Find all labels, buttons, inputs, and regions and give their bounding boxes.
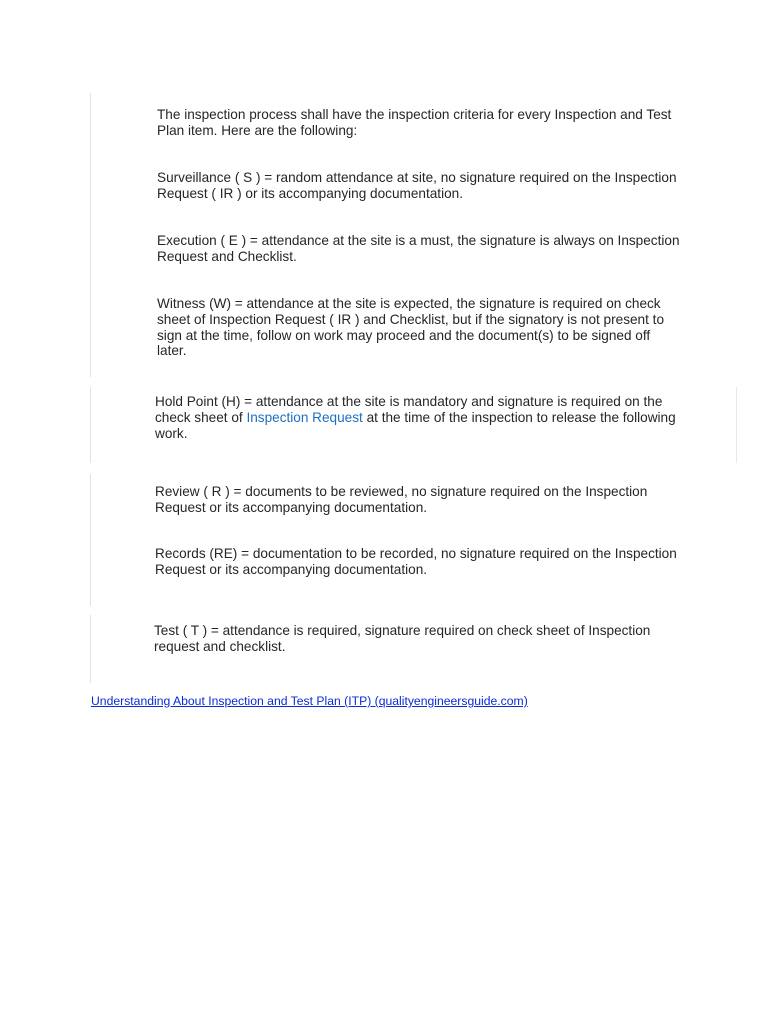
hold-point-paragraph: Hold Point (H) = attendance at the site is mandatory and signature is required on the check sheet of Inspection Request at the time of the inspection to release the following work. [155,394,676,441]
criteria-block-4 [90,615,731,683]
execution-paragraph: Execution ( E ) = attendance at the site is a must, the signature is always on Inspection Request and Checklist. [157,233,680,264]
review-paragraph: Review ( R ) = documents to be reviewed, no signature required on the Inspection Request or its accompanying documentation. [155,484,648,515]
inspection-request-link[interactable]: Inspection Request [246,409,363,425]
intro-paragraph: The inspection process shall have the inspection criteria for every Inspection and Test Plan item. Here are the following: [157,107,672,138]
criteria-block-2 [90,387,737,463]
source-link[interactable]: Understanding About Inspection and Test Plan (ITP) (qualityengineersguide.com) [91,694,528,708]
criteria-block-1 [90,93,731,377]
criteria-block-3 [90,474,731,606]
test-paragraph: Test ( T ) = attendance is required, signature required on check sheet of Inspection request and checklist. [154,623,651,654]
records-paragraph: Records (RE) = documentation to be recorded, no signature required on the Inspection Request or its accompanying documentation. [155,546,677,577]
witness-paragraph: Witness (W) = attendance at the site is expected, the signature is required on check sheet of Inspection Request ( IR ) and Checklist, but if the signatory is not present to sign at the time, follow on work may proceed and the document(s) to be signed off later. [157,296,665,359]
surveillance-paragraph: Surveillance ( S ) = random attendance at site, no signature required on the Inspection Request ( IR ) or its accompanying documentation. [157,170,677,201]
